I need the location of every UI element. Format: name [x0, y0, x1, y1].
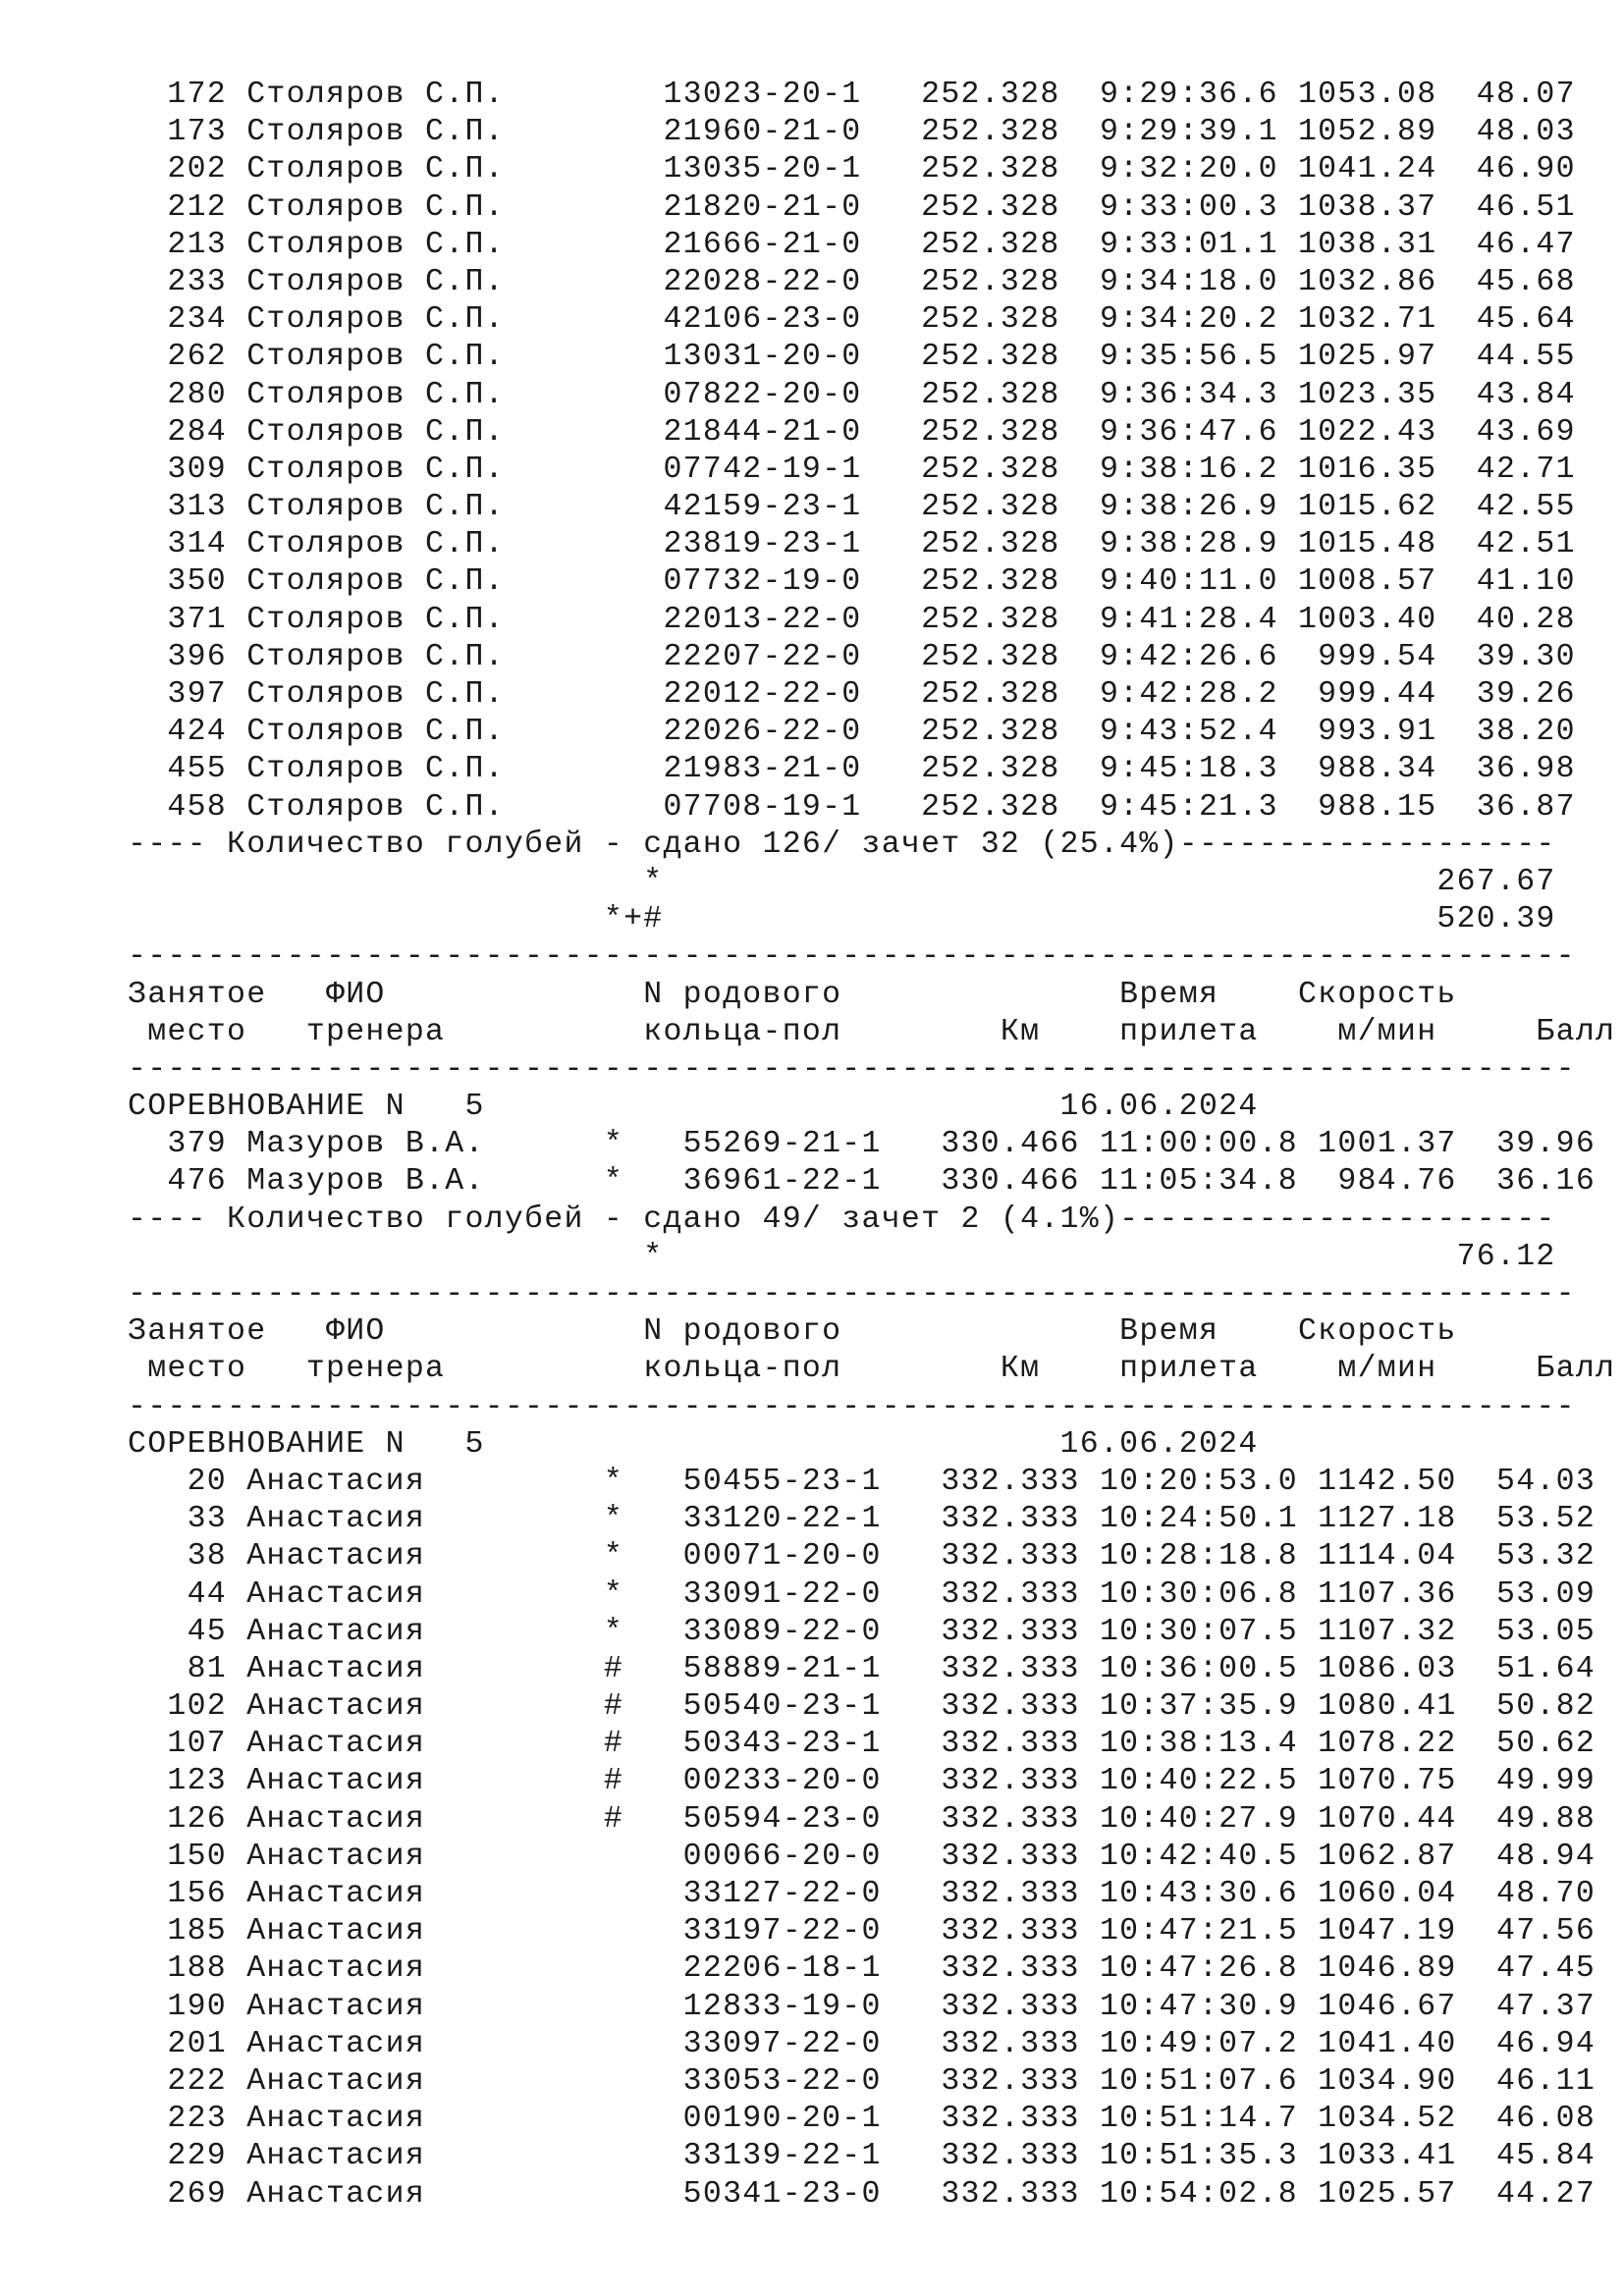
result-row: 229 Анастасия 33139-22-1 332.333 10:51:35.3 1033.41 45.84	[128, 2139, 1597, 2174]
result-row: 213 Столяров С.П. 21666-21-0 252.328 9:33:01.1 1038.31 46.47	[128, 227, 1576, 262]
result-row: 313 Столяров С.П. 42159-23-1 252.328 9:38:26.9 1015.62 42.55	[128, 490, 1576, 525]
column-header: Занятое ФИО N родового Время Скорость	[128, 977, 1457, 1012]
separator-line: -------------------------------------------------------------------------	[128, 939, 1576, 975]
column-header: место тренера кольца-пол Км прилета м/мин Балл	[128, 1014, 1616, 1049]
competition-header: СОРЕВНОВАНИЕ N 5 16.06.2024	[128, 1426, 1259, 1462]
result-row: 222 Анастасия 33053-22-0 332.333 10:51:07.6 1034.90 46.11	[128, 2063, 1597, 2099]
result-row: 212 Столяров С.П. 21820-21-0 252.328 9:33:00.3 1038.37 46.51	[128, 189, 1576, 225]
subtotal-line: * 267.67	[128, 864, 1556, 899]
result-row: 262 Столяров С.П. 13031-20-0 252.328 9:35:56.5 1025.97 44.55	[128, 340, 1576, 375]
result-row: 458 Столяров С.П. 07708-19-1 252.328 9:45:21.3 988.15 36.87	[128, 789, 1576, 825]
result-row: 269 Анастасия 50341-23-0 332.333 10:54:02.8 1025.57 44.27	[128, 2176, 1597, 2212]
result-row: 44 Анастасия * 33091-22-0 332.333 10:30:06.8 1107.36 53.09	[128, 1576, 1597, 1612]
separator-line: -------------------------------------------------------------------------	[128, 1051, 1576, 1087]
column-header: Занятое ФИО N родового Время Скорость	[128, 1314, 1457, 1350]
result-row: 379 Мазуров В.А. * 55269-21-1 330.466 11:00:00.8 1001.37 39.96	[128, 1127, 1597, 1162]
result-row: 280 Столяров С.П. 07822-20-0 252.328 9:36:34.3 1023.35 43.84	[128, 377, 1576, 412]
result-row: 33 Анастасия * 33120-22-1 332.333 10:24:50.1 1127.18 53.52	[128, 1502, 1597, 1537]
column-header: место тренера кольца-пол Км прилета м/мин Балл	[128, 1352, 1616, 1387]
result-row: 123 Анастасия # 00233-20-0 332.333 10:40:22.5 1070.75 49.99	[128, 1764, 1597, 1799]
result-row: 173 Столяров С.П. 21960-21-0 252.328 9:29:39.1 1052.89 48.03	[128, 115, 1576, 150]
result-row: 102 Анастасия # 50540-23-1 332.333 10:37:35.9 1080.41 50.82	[128, 1689, 1597, 1725]
result-row: 424 Столяров С.П. 22026-22-0 252.328 9:43:52.4 993.91 38.20	[128, 715, 1576, 750]
result-row: 397 Столяров С.П. 22012-22-0 252.328 9:42:28.2 999.44 39.26	[128, 677, 1576, 712]
result-row: 126 Анастасия # 50594-23-0 332.333 10:40:27.9 1070.44 49.88	[128, 1801, 1597, 1837]
result-row: 20 Анастасия * 50455-23-1 332.333 10:20:53.0 1142.50 54.03	[128, 1464, 1597, 1499]
result-row: 233 Столяров С.П. 22028-22-0 252.328 9:34:18.0 1032.86 45.68	[128, 264, 1576, 299]
subtotal-line: * 76.12	[128, 1239, 1556, 1274]
result-row: 309 Столяров С.П. 07742-19-1 252.328 9:38:16.2 1016.35 42.71	[128, 452, 1576, 487]
result-row: 350 Столяров С.П. 07732-19-0 252.328 9:40:11.0 1008.57 41.10	[128, 564, 1576, 600]
result-row: 156 Анастасия 33127-22-0 332.333 10:43:30.6 1060.04 48.70	[128, 1877, 1597, 1911]
summary-line: ---- Количество голубей - сдано 49/ зачет 2 (4.1%)----------------------	[128, 1201, 1556, 1237]
result-row: 234 Столяров С.П. 42106-23-0 252.328 9:34:20.2 1032.71 45.64	[128, 302, 1576, 338]
summary-line: ---- Количество голубей - сдано 126/ зачет 32 (25.4%)-------------------	[128, 827, 1556, 862]
result-row: 38 Анастасия * 00071-20-0 332.333 10:28:18.8 1114.04 53.32	[128, 1539, 1597, 1575]
result-row: 190 Анастасия 12833-19-0 332.333 10:47:30.9 1046.67 47.37	[128, 1989, 1597, 2024]
result-row: 202 Столяров С.П. 13035-20-1 252.328 9:32:20.0 1041.24 46.90	[128, 152, 1576, 187]
result-row: 223 Анастасия 00190-20-1 332.333 10:51:14.7 1034.52 46.08	[128, 2102, 1597, 2137]
result-row: 172 Столяров С.П. 13023-20-1 252.328 9:29:36.6 1053.08 48.07	[128, 78, 1576, 112]
result-row: 107 Анастасия # 50343-23-1 332.333 10:38:13.4 1078.22 50.62	[128, 1727, 1597, 1762]
result-row: 455 Столяров С.П. 21983-21-0 252.328 9:45:18.3 988.34 36.98	[128, 752, 1576, 787]
results-printout	[128, 77, 1615, 2214]
separator-line: -------------------------------------------------------------------------	[128, 1277, 1576, 1311]
result-row: 201 Анастасия 33097-22-0 332.333 10:49:07.2 1041.40 46.94	[128, 2026, 1597, 2061]
result-row: 476 Мазуров В.А. * 36961-22-1 330.466 11:05:34.8 984.76 36.16	[128, 1164, 1597, 1200]
result-row: 150 Анастасия 00066-20-0 332.333 10:42:40.5 1062.87 48.94	[128, 1839, 1597, 1874]
result-row: 314 Столяров С.П. 23819-23-1 252.328 9:38:28.9 1015.48 42.51	[128, 527, 1576, 562]
subtotal-line: *+# 520.39	[128, 902, 1556, 937]
result-row: 188 Анастасия 22206-18-1 332.333 10:47:26.8 1046.89 47.45	[128, 1951, 1597, 1987]
competition-header: СОРЕВНОВАНИЕ N 5 16.06.2024	[128, 1090, 1259, 1125]
result-row: 284 Столяров С.П. 21844-21-0 252.328 9:36:47.6 1022.43 43.69	[128, 414, 1576, 450]
result-row: 396 Столяров С.П. 22207-22-0 252.328 9:42:26.6 999.54 39.30	[128, 639, 1576, 674]
result-row: 185 Анастасия 33197-22-0 332.333 10:47:21.5 1047.19 47.56	[128, 1914, 1597, 1949]
result-row: 81 Анастасия # 58889-21-1 332.333 10:36:00.5 1086.03 51.64	[128, 1651, 1597, 1686]
result-row: 45 Анастасия * 33089-22-0 332.333 10:30:07.5 1107.32 53.05	[128, 1614, 1597, 1649]
separator-line: -------------------------------------------------------------------------	[128, 1389, 1576, 1424]
result-row: 371 Столяров С.П. 22013-22-0 252.328 9:41:28.4 1003.40 40.28	[128, 602, 1576, 637]
